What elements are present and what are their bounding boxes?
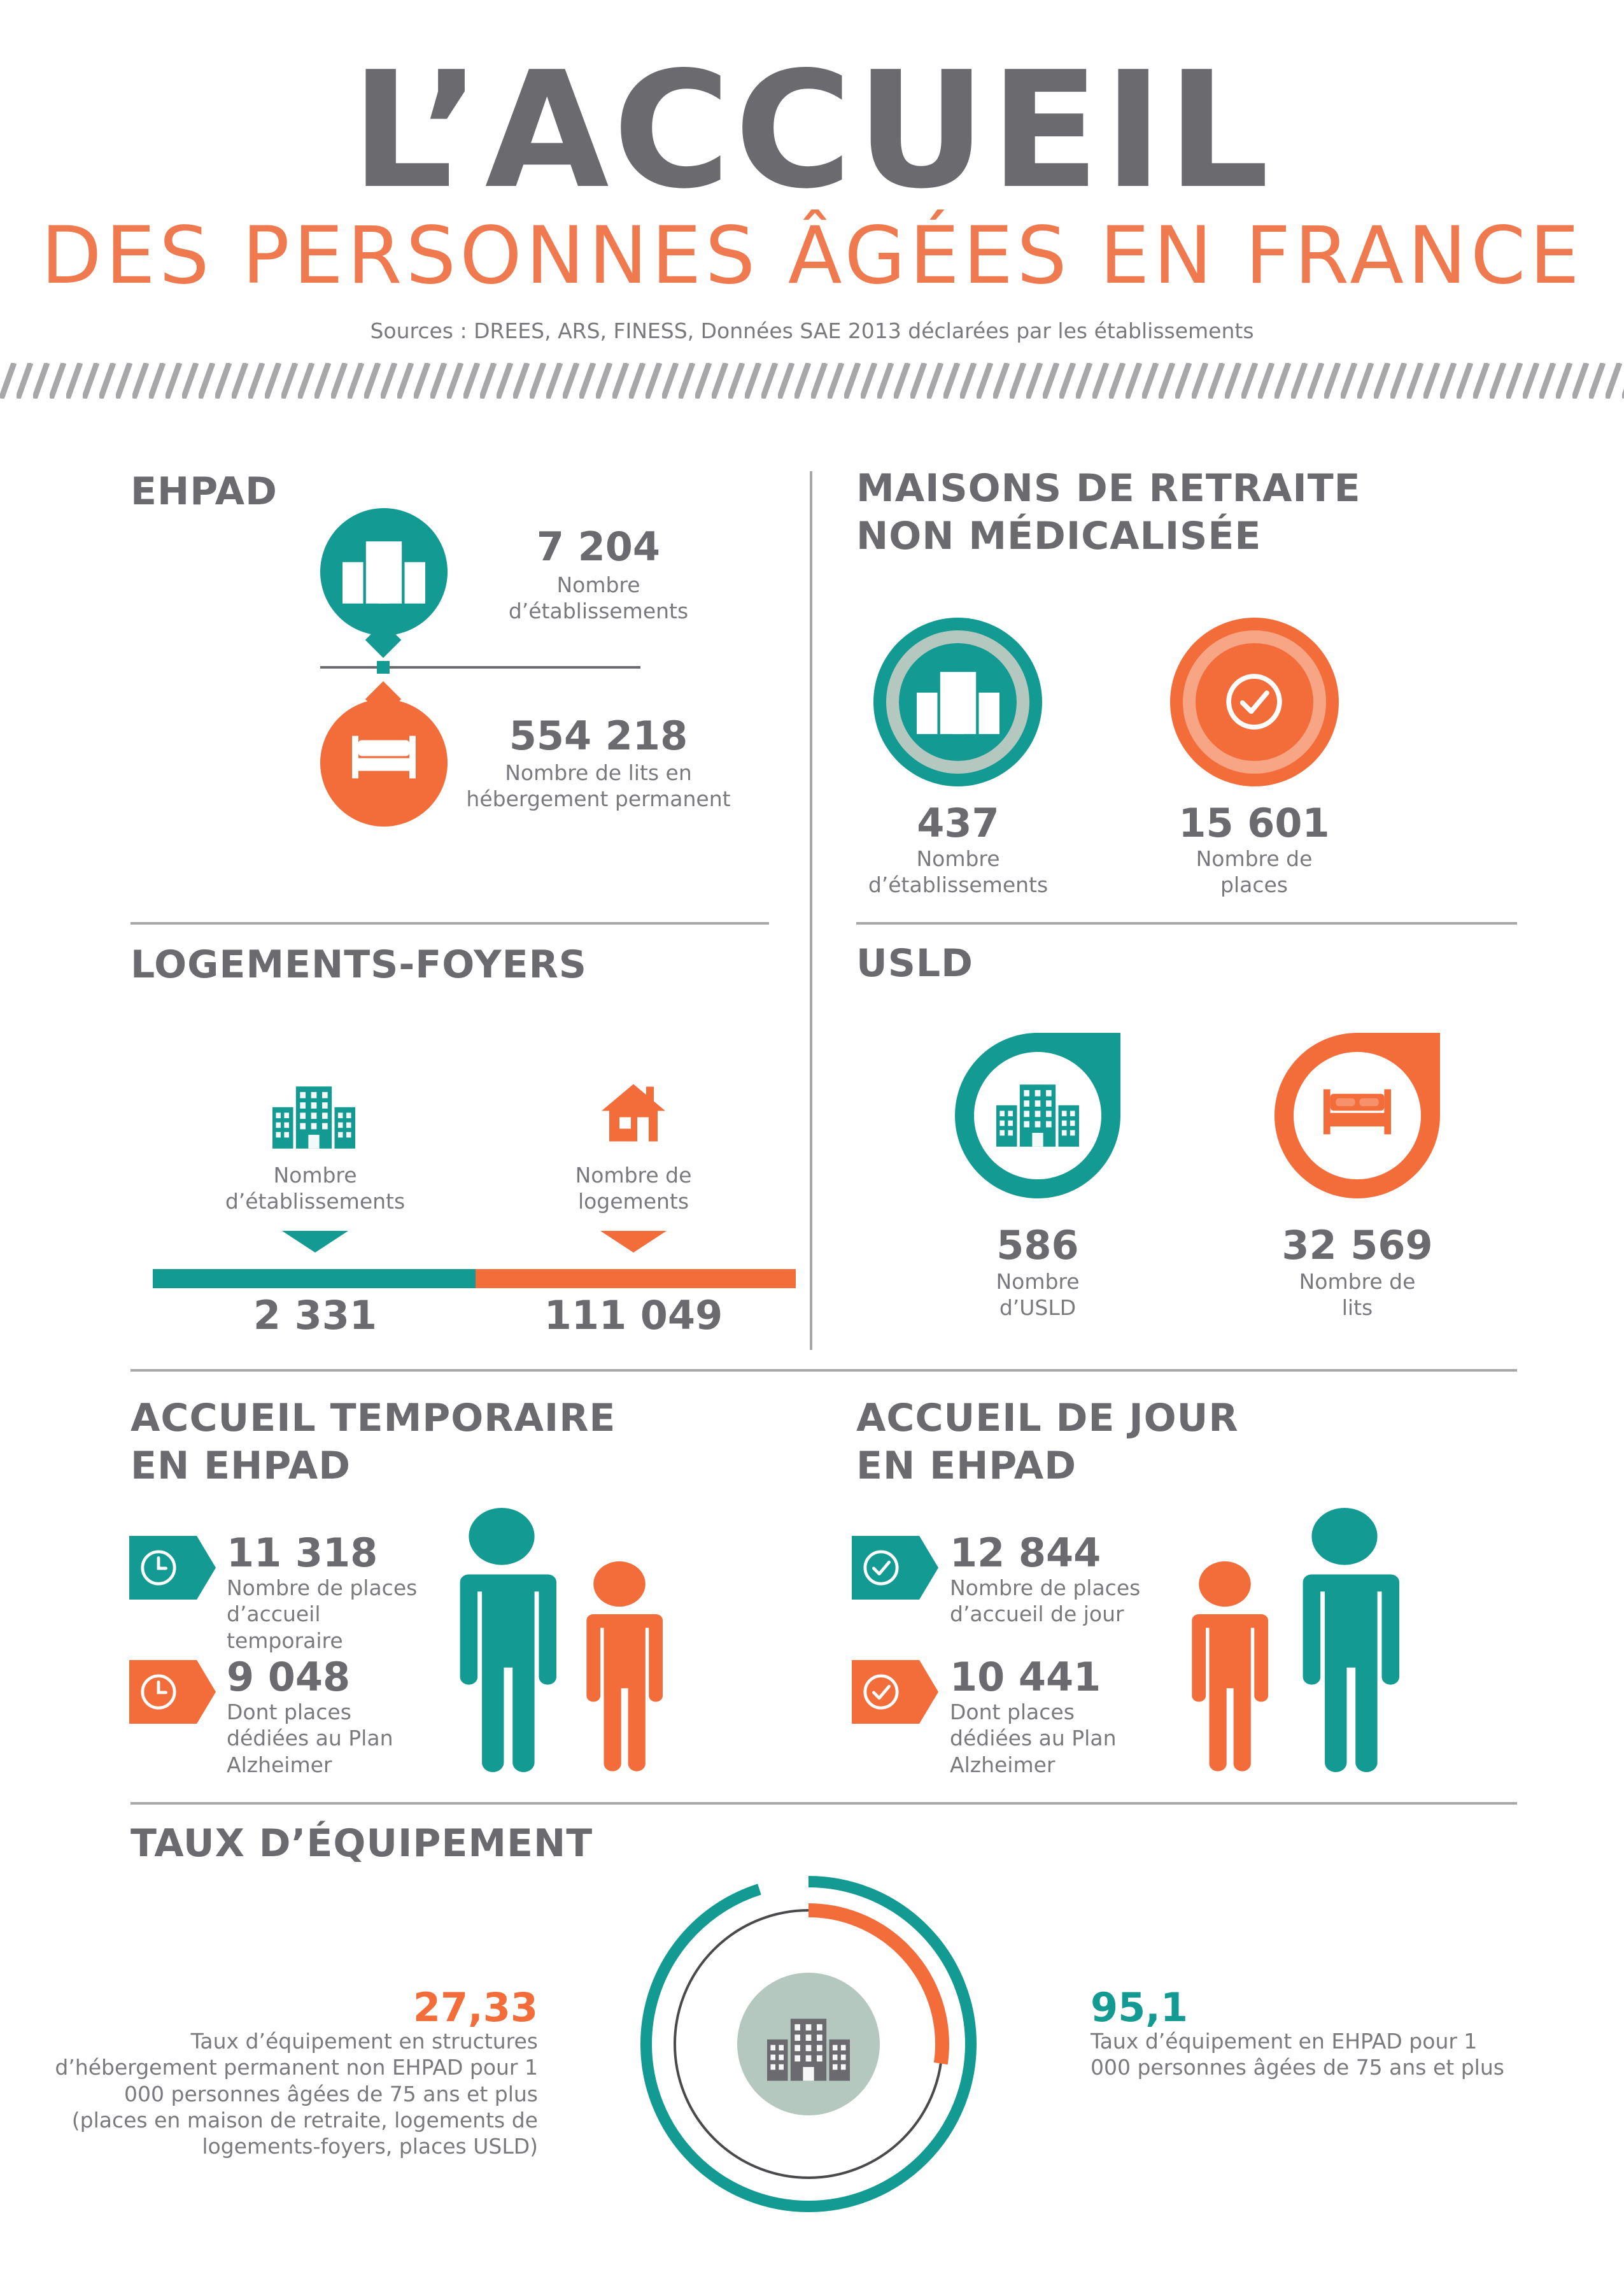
temporaire-places-value: 11 318 <box>227 1530 378 1576</box>
check-icon <box>863 1549 900 1586</box>
jour-places-label: Nombre de places d’accueil de jour <box>950 1575 1141 1627</box>
house-icon <box>602 1083 665 1143</box>
ehpad-title: EHPAD <box>131 469 278 514</box>
maisons-title-line1: MAISONS DE RETRAITE <box>856 466 1361 511</box>
logements-title: LOGEMENTS-FOYERS <box>131 942 587 987</box>
taux-title: TAUX D’ÉQUIPEMENT <box>131 1821 593 1866</box>
person-icon <box>447 1508 556 1774</box>
jour-title <box>856 1395 1239 1490</box>
divider <box>131 1802 1517 1805</box>
ehpad-lits-label: Nombre de lits en hébergement permanent <box>466 760 731 812</box>
clock-icon <box>140 1673 177 1710</box>
usld-lits-label: Nombre de lits <box>1299 1269 1416 1321</box>
buildings-icon <box>996 1084 1079 1147</box>
jour-alzheimer-value: 10 441 <box>950 1654 1101 1700</box>
temporaire-title <box>131 1395 616 1490</box>
maisons-title <box>856 465 1361 560</box>
temporaire-alzheimer-label: Dont places dédiées au Plan Alzheimer <box>227 1700 393 1777</box>
divider <box>131 922 769 925</box>
divider <box>131 1369 1517 1372</box>
temporaire-alzheimer-value: 9 048 <box>227 1654 351 1700</box>
usld-label: Nombre d’USLD <box>996 1269 1080 1321</box>
hatched-divider <box>0 363 1624 399</box>
bed-icon <box>1324 1089 1391 1135</box>
maisons-etablissements-value: 437 <box>917 800 999 846</box>
maisons-etablissements-label: Nombre d’établissements <box>868 846 1049 898</box>
person-icon <box>1290 1508 1399 1774</box>
bed-icon <box>352 735 416 779</box>
page-title: L’ACCUEIL <box>351 38 1273 224</box>
ehpad-connector-line <box>320 666 640 669</box>
logements-etablissements-value: 2 331 <box>253 1292 378 1338</box>
maisons-title-line2: NON MÉDICALISÉE <box>856 514 1262 558</box>
logements-log-bar <box>476 1269 796 1288</box>
temporaire-title-line1: ACCUEIL TEMPORAIRE <box>131 1396 616 1440</box>
jour-places-value: 12 844 <box>950 1530 1101 1576</box>
maisons-places-label: Nombre de places <box>1196 846 1313 898</box>
logements-etab-bar <box>153 1269 476 1288</box>
ehpad-etablissements-value: 7 204 <box>536 523 661 570</box>
jour-title-line2: EN EHPAD <box>856 1444 1077 1488</box>
ehpad-lits-value: 554 218 <box>509 713 688 759</box>
person-icon <box>1182 1561 1268 1773</box>
page-subtitle: DES PERSONNES ÂGÉES EN FRANCE <box>41 210 1583 302</box>
taux-non-ehpad-label: Taux d’équipement en structures d’hébergement permanent non EHPAD pour 1 000 personnes âgées de 75 ans et plus (places en maison de retraite, logements de logements-foyers, places USLD) <box>55 2029 538 2159</box>
taux-ehpad-label: Taux d’équipement en EHPAD pour 1 000 personnes âgées de 75 ans et plus <box>1091 2029 1504 2080</box>
jour-alzheimer-label: Dont places dédiées au Plan Alzheimer <box>950 1700 1117 1777</box>
taux-non-ehpad-value: 27,33 <box>413 1984 538 2031</box>
logements-logements-value: 111 049 <box>544 1292 723 1338</box>
divider <box>856 922 1517 925</box>
clock-icon <box>140 1549 177 1586</box>
vertical-divider <box>810 471 812 1350</box>
usld-title: USLD <box>856 941 973 986</box>
logements-logements-label: Nombre de logements <box>575 1163 692 1214</box>
sources-text: Sources : DREES, ARS, FINESS, Données SAE 2013 déclarées par les établissements <box>370 318 1254 343</box>
usld-value: 586 <box>996 1222 1079 1268</box>
buildings-icon <box>917 672 999 734</box>
maisons-places-value: 15 601 <box>1178 800 1330 846</box>
buildings-icon <box>272 1086 355 1149</box>
jour-title-line1: ACCUEIL DE JOUR <box>856 1396 1239 1440</box>
ehpad-etablissements-label: Nombre d’établissements <box>508 572 689 624</box>
ehpad-connector-square <box>377 661 390 674</box>
buildings-icon <box>342 541 425 604</box>
check-icon <box>1225 672 1283 731</box>
temporaire-title-line2: EN EHPAD <box>131 1444 351 1488</box>
logements-etablissements-label: Nombre d’établissements <box>225 1163 406 1214</box>
person-icon <box>576 1561 663 1773</box>
usld-lits-value: 32 569 <box>1282 1222 1433 1268</box>
logements-etab-pointer <box>282 1231 348 1253</box>
logements-log-pointer <box>600 1231 667 1253</box>
check-icon <box>863 1673 900 1710</box>
temporaire-places-label: Nombre de places d’accueil temporaire <box>227 1575 418 1653</box>
buildings-icon <box>767 2019 850 2081</box>
taux-ehpad-value: 95,1 <box>1091 1984 1188 2031</box>
